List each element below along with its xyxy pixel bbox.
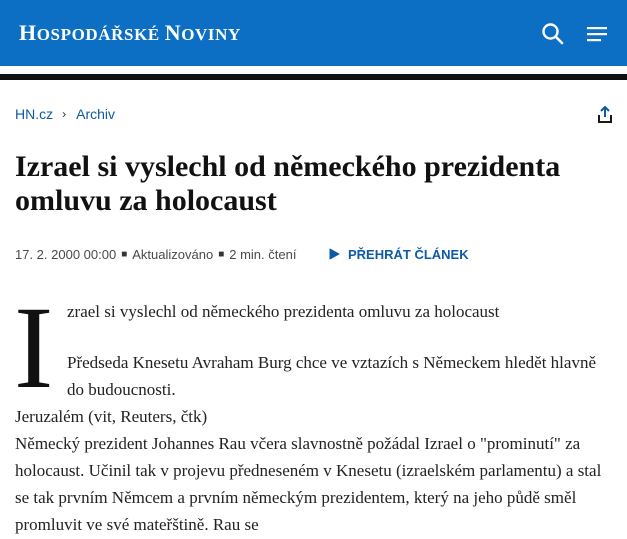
chevron-right-icon: › (62, 107, 67, 121)
meta-separator: ■ (218, 248, 225, 260)
breadcrumb-section-link[interactable]: Archiv (76, 106, 116, 122)
menu-button[interactable] (585, 23, 609, 45)
share-icon (596, 105, 614, 125)
article-subtitle: Předseda Knesetu Avraham Burg chce ve vztazích s Německem hledět hlavně do budoucnosti. (67, 353, 597, 399)
breadcrumb-home-link[interactable]: HN.cz (15, 106, 54, 122)
article-lead: zrael si vyslechl od německého prezidenta omluvu za holocaust (67, 302, 500, 321)
play-article-label: PŘEHRÁT ČLÁNEK (348, 246, 469, 262)
header-divider (0, 74, 627, 80)
play-icon (329, 248, 340, 260)
logo-letter-n: N (164, 20, 182, 45)
meta-separator: ■ (121, 248, 128, 260)
breadcrumb (15, 105, 115, 123)
article-date: 17. 2. 2000 00:00 (15, 246, 117, 262)
share-button[interactable] (596, 105, 614, 125)
drop-cap: I (14, 282, 54, 413)
article-title: Izrael si vyslechl od německého prezidenta omluvu za holocaust (15, 150, 561, 217)
article-read-time: 2 min. čtení (229, 246, 297, 262)
article-body: Německý prezident Johannes Rau včera slavnostně požádal Izrael o "prominutí" za holocaust. Učinil tak v projevu předneseném v Knesetu (izraelském parlamentu) a stal se tak prvním Němcem a prvním německým prezidentem, který na jeho půdě směl promluvit ve své mateřštině. Rau se (15, 434, 602, 534)
article-byline: Jeruzalém (vit, Reuters, čtk) (15, 407, 208, 426)
search-icon (540, 21, 566, 47)
logo-word-1: OSPODÁŘSKÉ (36, 25, 160, 44)
logo-word-2: OVINY (181, 25, 241, 44)
site-logo[interactable] (19, 20, 241, 46)
play-article-button[interactable] (329, 245, 469, 263)
logo-letter-h: H (19, 20, 37, 45)
article-meta (15, 245, 296, 263)
menu-icon (585, 23, 609, 45)
article-updated: Aktualizováno (132, 246, 214, 262)
top-navigation-bar (0, 0, 627, 66)
search-button[interactable] (540, 21, 566, 47)
